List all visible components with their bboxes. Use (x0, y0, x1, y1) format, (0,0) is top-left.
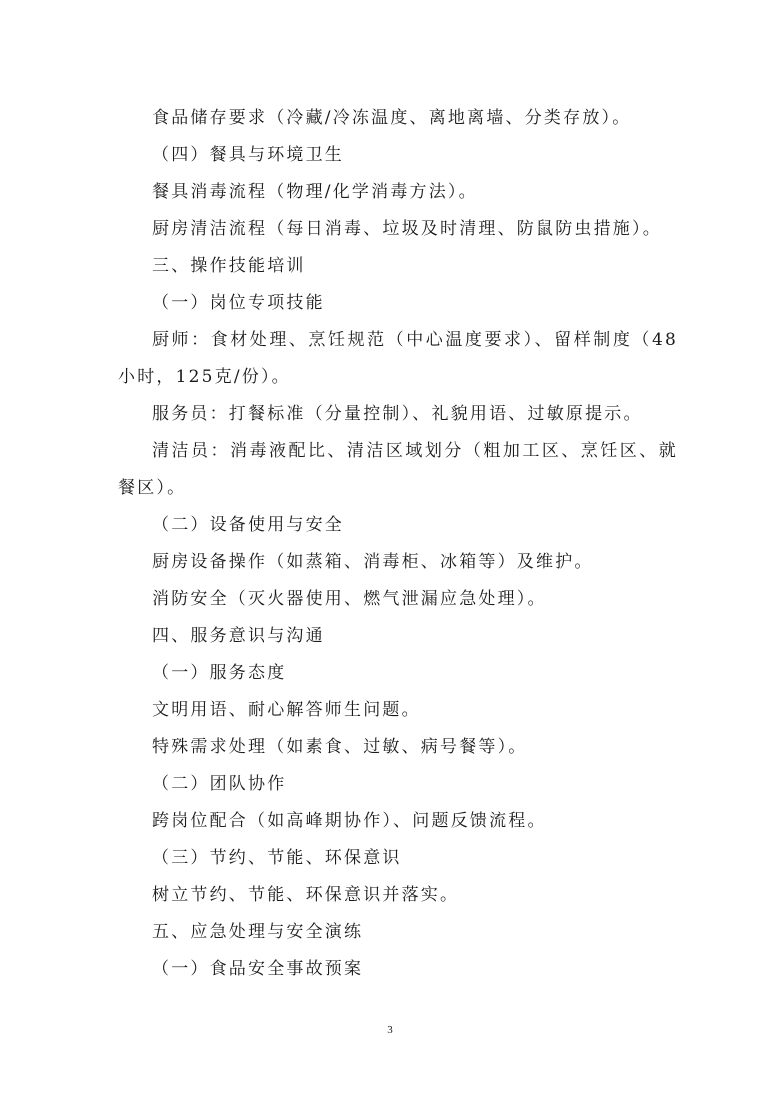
paragraph: 树立节约、节能、环保意识并落实。 (152, 885, 460, 905)
page-number: 3 (387, 1024, 393, 1036)
paragraph: 跨岗位配合（如高峰期协作）、问题反馈流程。 (152, 811, 547, 831)
paragraph: 清洁员：消毒液配比、清洁区域划分（粗加工区、烹饪区、就餐区）。 (118, 441, 678, 498)
section-heading: （四）餐具与环境卫生 (152, 145, 344, 165)
paragraph: 文明用语、耐心解答师生问题。 (152, 700, 421, 720)
section-heading: （一）食品安全事故预案 (152, 959, 364, 979)
section-heading: （二）设备使用与安全 (152, 515, 344, 535)
section-heading: （一）服务态度 (152, 663, 287, 683)
paragraph: 食品储存要求（冷藏/冷冻温度、离地离墙、分类存放）。 (152, 108, 632, 128)
paragraph: 厨师：食材处理、烹饪规范（中心温度要求）、留样制度（48小时，125克/份）。 (118, 330, 678, 387)
paragraph: 厨房设备操作（如蒸箱、消毒柜、冰箱等）及维护。 (152, 552, 594, 572)
paragraph: 消防安全（灭火器使用、燃气泄漏应急处理）。 (152, 589, 547, 609)
section-heading: （三）节约、节能、环保意识 (152, 848, 402, 868)
section-heading: （一）岗位专项技能 (152, 293, 325, 313)
chapter-heading: 五、应急处理与安全演练 (152, 922, 364, 942)
paragraph: 特殊需求处理（如素食、过敏、病号餐等）。 (152, 737, 528, 757)
chapter-heading: 三、操作技能培训 (152, 256, 306, 276)
chapter-heading: 四、服务意识与沟通 (152, 626, 325, 646)
document-body (118, 100, 678, 988)
paragraph: 服务员：打餐标准（分量控制）、礼貌用语、过敏原提示。 (152, 404, 643, 424)
section-heading: （二）团队协作 (152, 774, 287, 794)
paragraph: 餐具消毒流程（物理/化学消毒方法）。 (152, 182, 478, 202)
paragraph: 厨房清洁流程（每日消毒、垃圾及时清理、防鼠防虫措施）。 (152, 219, 662, 239)
